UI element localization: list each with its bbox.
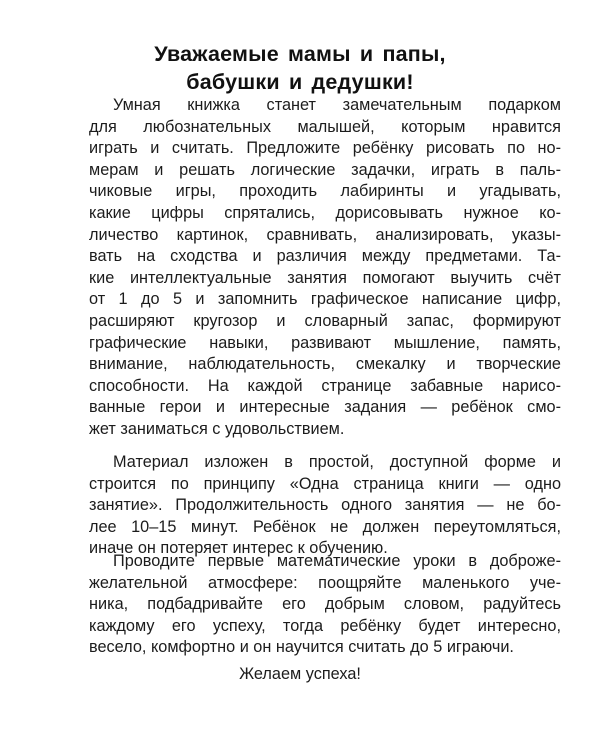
text-line: графические навыки, развивают мышление, память, bbox=[89, 333, 561, 352]
text-line: лее 10–15 минут. Ребёнок не должен переутомляться, bbox=[89, 517, 561, 536]
text-line: ванные герои и интересные задания — ребёнок смо- bbox=[89, 398, 561, 417]
paragraph-intro bbox=[89, 95, 561, 441]
text-line: жет заниматься с удовольствием. bbox=[89, 419, 345, 438]
text-line: чиковые игры, проходить лабиринты и угадывать, bbox=[89, 182, 561, 201]
text-line: для любознательных малышей, которым нравится bbox=[89, 117, 561, 136]
text-line: строится по принципу «Одна страница книги — одно bbox=[89, 474, 561, 493]
paragraph-lessons bbox=[89, 551, 561, 659]
text-line: каждому его успеху, тогда ребёнку будет интересно, bbox=[89, 616, 561, 635]
text-line: расширяют кругозор и словарный запас, формируют bbox=[89, 311, 561, 330]
text-line: мерам и решать логические задачки, играть в паль- bbox=[89, 160, 561, 179]
text-line: личество картинок, сравнивать, анализировать, указы- bbox=[89, 225, 561, 244]
text-line: Умная книжка станет замечательным подарком bbox=[113, 96, 561, 114]
closing-wish: Желаем успеха! bbox=[239, 665, 361, 683]
paragraph-material bbox=[89, 452, 561, 560]
text-line: занятие». Продолжительность одного занятия — не бо- bbox=[89, 496, 561, 515]
text-line: весело, комфортно и он научится считать до 5 играючи. bbox=[89, 638, 514, 657]
text-line: какие цифры спрятались, дорисовывать нужное ко- bbox=[89, 203, 561, 222]
text-line: играть и считать. Предложите ребёнку рисовать по но- bbox=[89, 139, 561, 158]
heading-line-2: бабушки и дедушки! bbox=[186, 70, 414, 94]
heading-line-1: Уважаемые мамы и папы, bbox=[154, 42, 446, 66]
text-line: внимание, наблюдательность, смекалку и творческие bbox=[89, 355, 561, 374]
text-line: вать на сходства и различия между предметами. Та- bbox=[89, 247, 561, 266]
text-line: от 1 до 5 и запомнить графическое написание цифр, bbox=[89, 290, 561, 309]
text-line: Проводите первые математические уроки в доброже- bbox=[113, 552, 561, 570]
text-line: иначе он потеряет интерес к обучению. bbox=[89, 539, 388, 558]
text-line: Материал изложен в простой, доступной форме и bbox=[113, 453, 561, 471]
text-line: ника, подбадривайте его добрым словом, радуйтесь bbox=[89, 595, 561, 614]
text-line: кие интеллектуальные занятия помогают выучить счёт bbox=[89, 268, 561, 287]
text-line: желательной атмосфере: поощряйте маленького уче- bbox=[89, 573, 561, 592]
text-line: способности. На каждой странице забавные нарисо- bbox=[89, 376, 561, 395]
